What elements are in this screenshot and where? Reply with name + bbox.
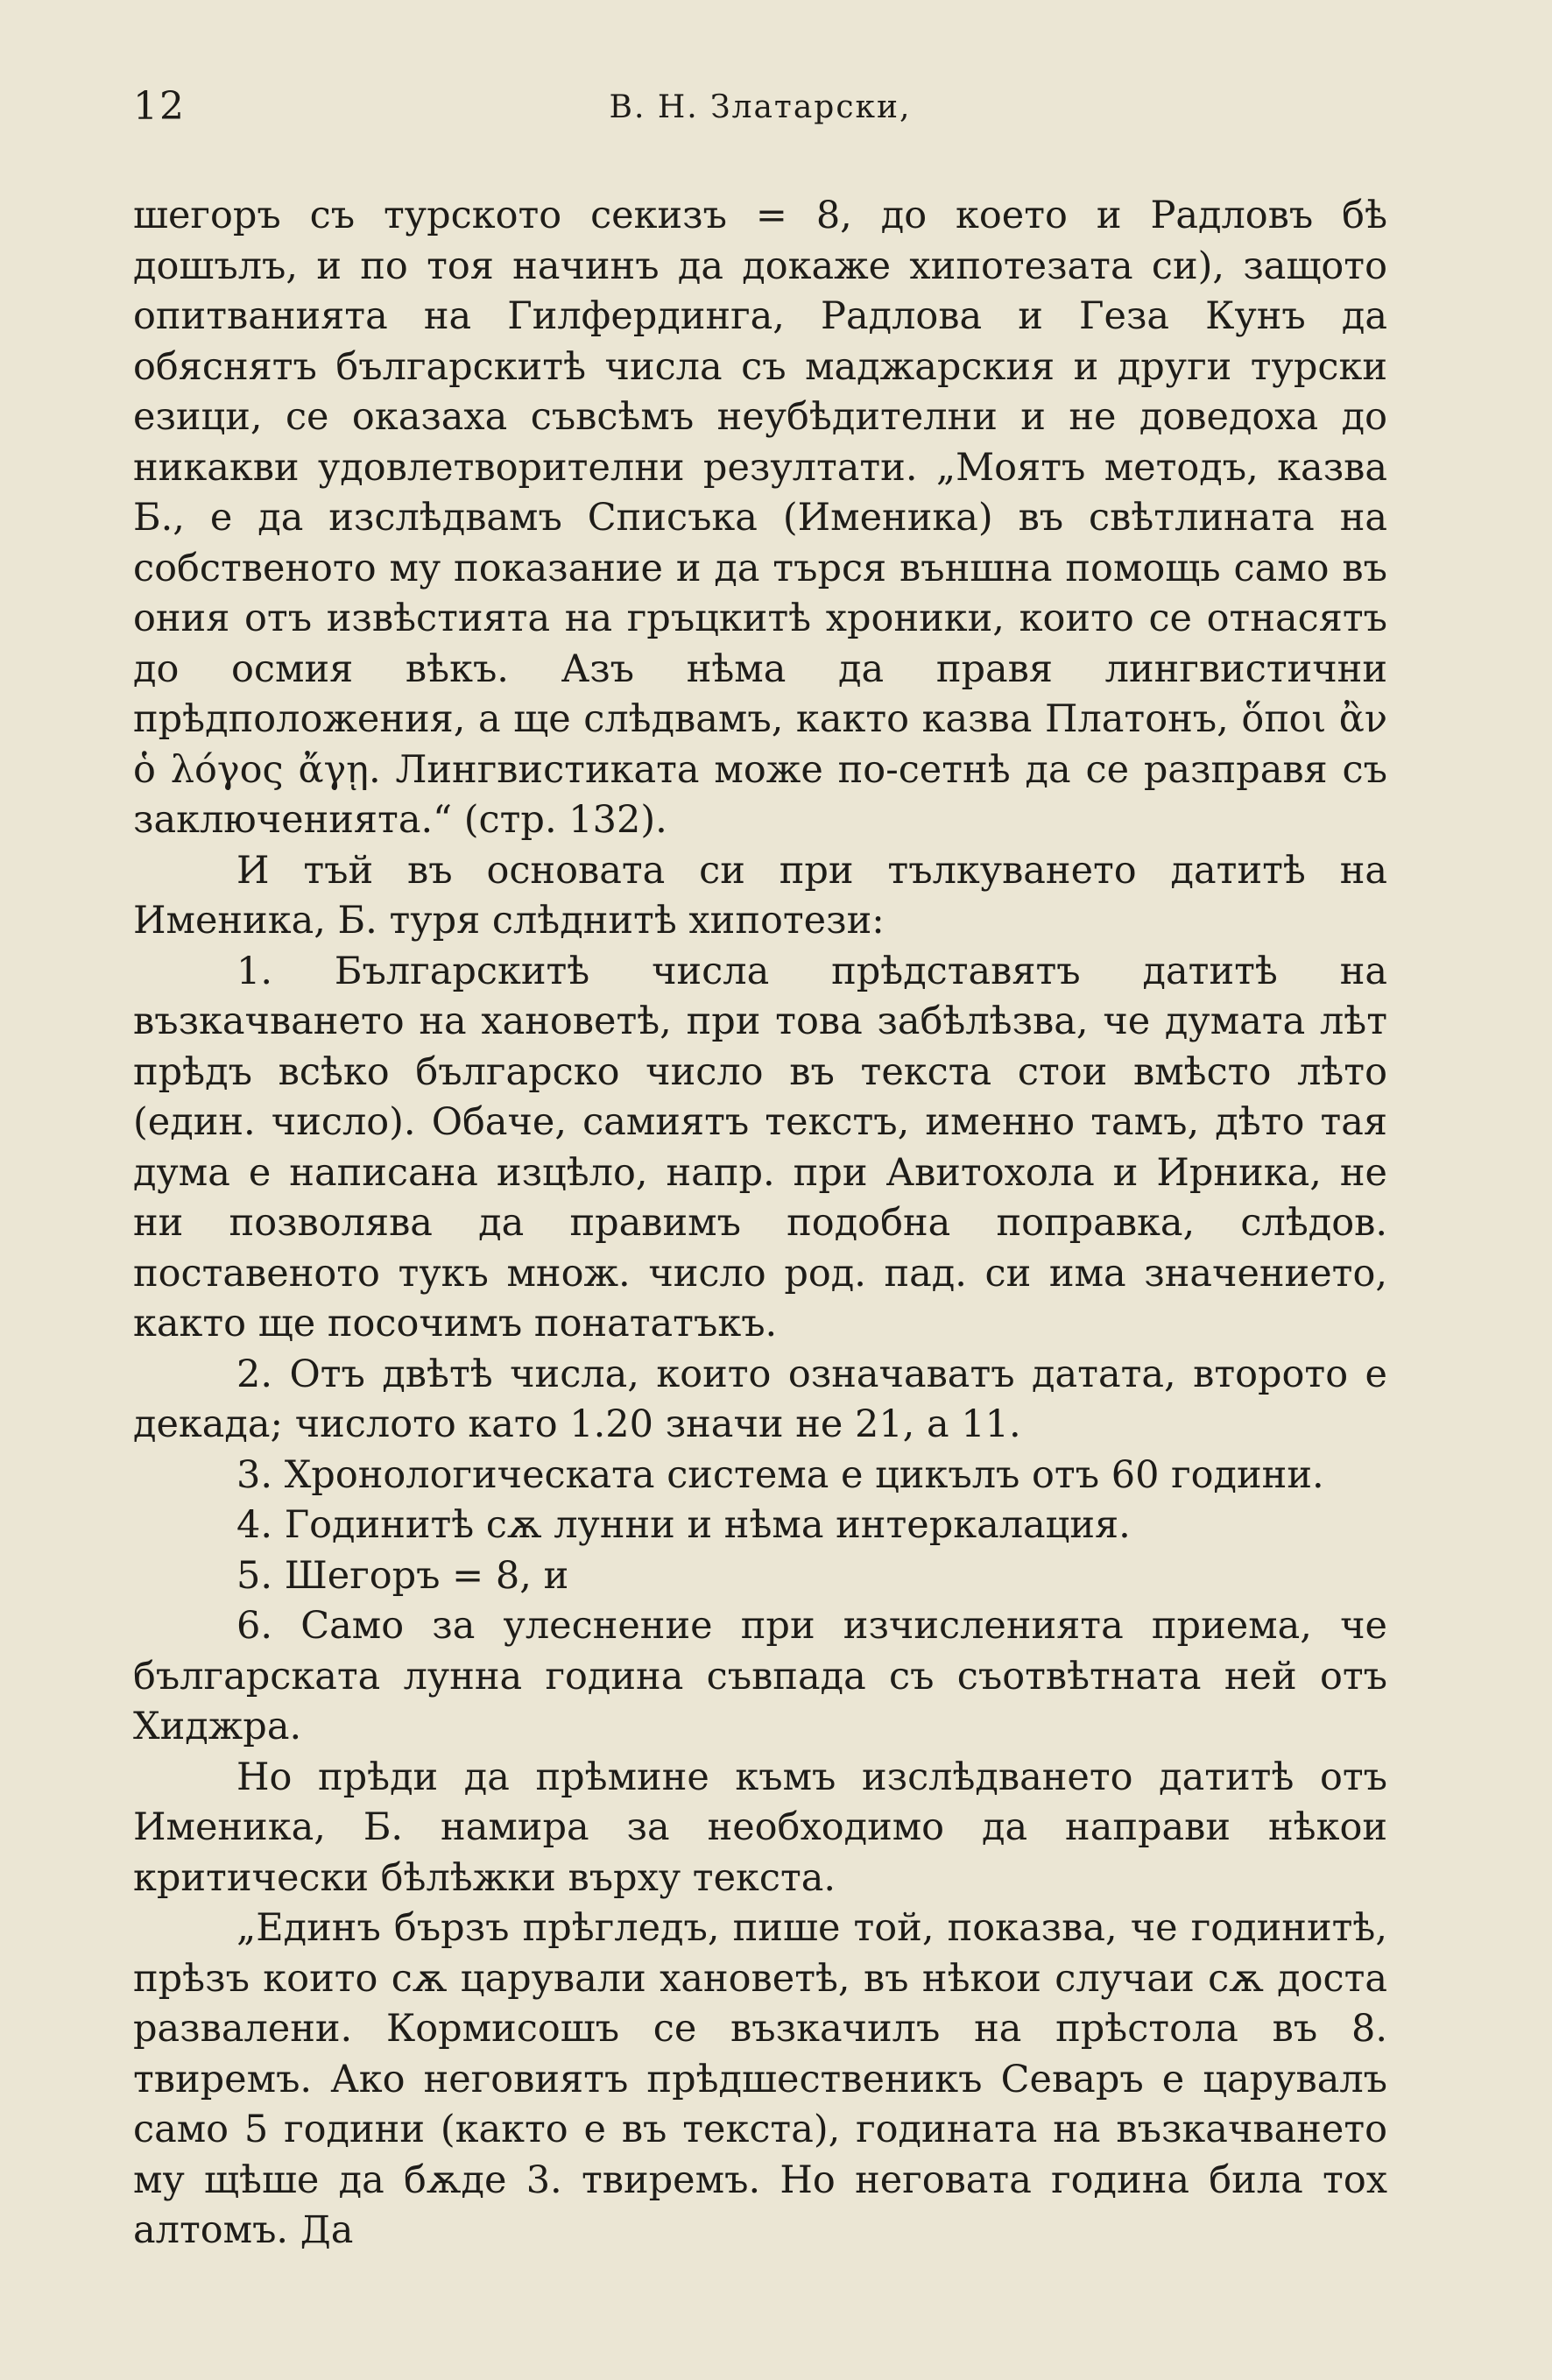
paragraph-quote: „Единъ бързъ прѣгледъ, пише той, показва, че годинитѣ, прѣзъ които сѫ царували хановетѣ, въ нѣкои случаи сѫ доста развалени. Кормисошъ се възкачилъ на прѣстола въ 8. твиремъ. Ако неговиятъ прѣдшественикъ Севаръ е царувалъ само 5 години (както е въ текста), годината на възкачването му щѣше да бѫде 3. твиремъ. Но неговата година била тох алтомъ. Да (133, 1906, 1387, 2252)
hypothesis-1: 1. Българскитѣ числа прѣдставятъ датитѣ на възкачването на хановетѣ, при това забѣлѣзва, че думата лѣт прѣдъ всѣко българско число въ текста стои вмѣсто лѣто (един. число). Обаче, самиятъ текстъ, именно тамъ, дѣто тая дума е написана изцѣло, напр. при Авитохола и Ирника, не ни позволява да правимъ подобна поправка, слѣдов. поставеното тукъ множ. число род. пад. си има значението, както ще посочимъ понататъкъ. (133, 949, 1387, 1345)
running-head: В. Н. Златарски, (609, 89, 912, 125)
hypothesis-2: 2. Отъ двѣтѣ числа, които означаватъ датата, второто е декада; числото като 1.20 значи не 21, а 11. (133, 1352, 1387, 1446)
paragraph-critical-notes: Но прѣди да прѣмине къмъ изслѣдването датитѣ отъ Именика, Б. намира за необходимо да направи нѣкои критически бѣлѣжки върху текста. (133, 1755, 1387, 1900)
body-text (133, 191, 1387, 2256)
paragraph-intro: шегоръ съ турското секизъ = 8, до което и Радловъ бѣ дошълъ, и по тоя начинъ да докаже хипотезата си), защото опитванията на Гилфердинга, Радлова и Геза Кунъ да обяснятъ българскитѣ числа съ маджарския и други турски езици, се оказаха съвсѣмъ неубѣдителни и не доведоха до никакви удовлетворителни резултати. „Моятъ методъ, казва Б., е да изслѣдвамъ Списъка (Именика) въ свѣтлината на собственото му показание и да търся външна помощь само въ ония отъ извѣстията на гръцкитѣ хроники, които се отнасятъ до осмия вѣкъ. Азъ нѣма да правя лингвистични прѣдположения, а ще слѣдвамъ, както казва Платонъ, ὅποι ἂν ὁ λόγος ἄγῃ. Лингвистиката може по-сетнѣ да се разправя съ заключенията.“ (стр. 132). (133, 194, 1387, 842)
page-header (133, 84, 1387, 137)
hypothesis-3: 3. Хронологическата система е цикълъ отъ 60 години. (236, 1452, 1324, 1497)
hypothesis-4: 4. Годинитѣ сѫ лунни и нѣма интеркалация. (236, 1503, 1131, 1547)
hypothesis-5: 5. Шегоръ = 8, и (236, 1553, 569, 1598)
hypothesis-6: 6. Само за улеснение при изчисленията приема, че българската лунна година съвпада съ съотвѣтната ней отъ Хиджра. (133, 1604, 1387, 1748)
page-number: 12 (133, 84, 186, 129)
paragraph-hypotheses-intro: И тъй въ основата си при тълкуването датитѣ на Именика, Б. туря слѣднитѣ хипотези: (133, 848, 1387, 943)
